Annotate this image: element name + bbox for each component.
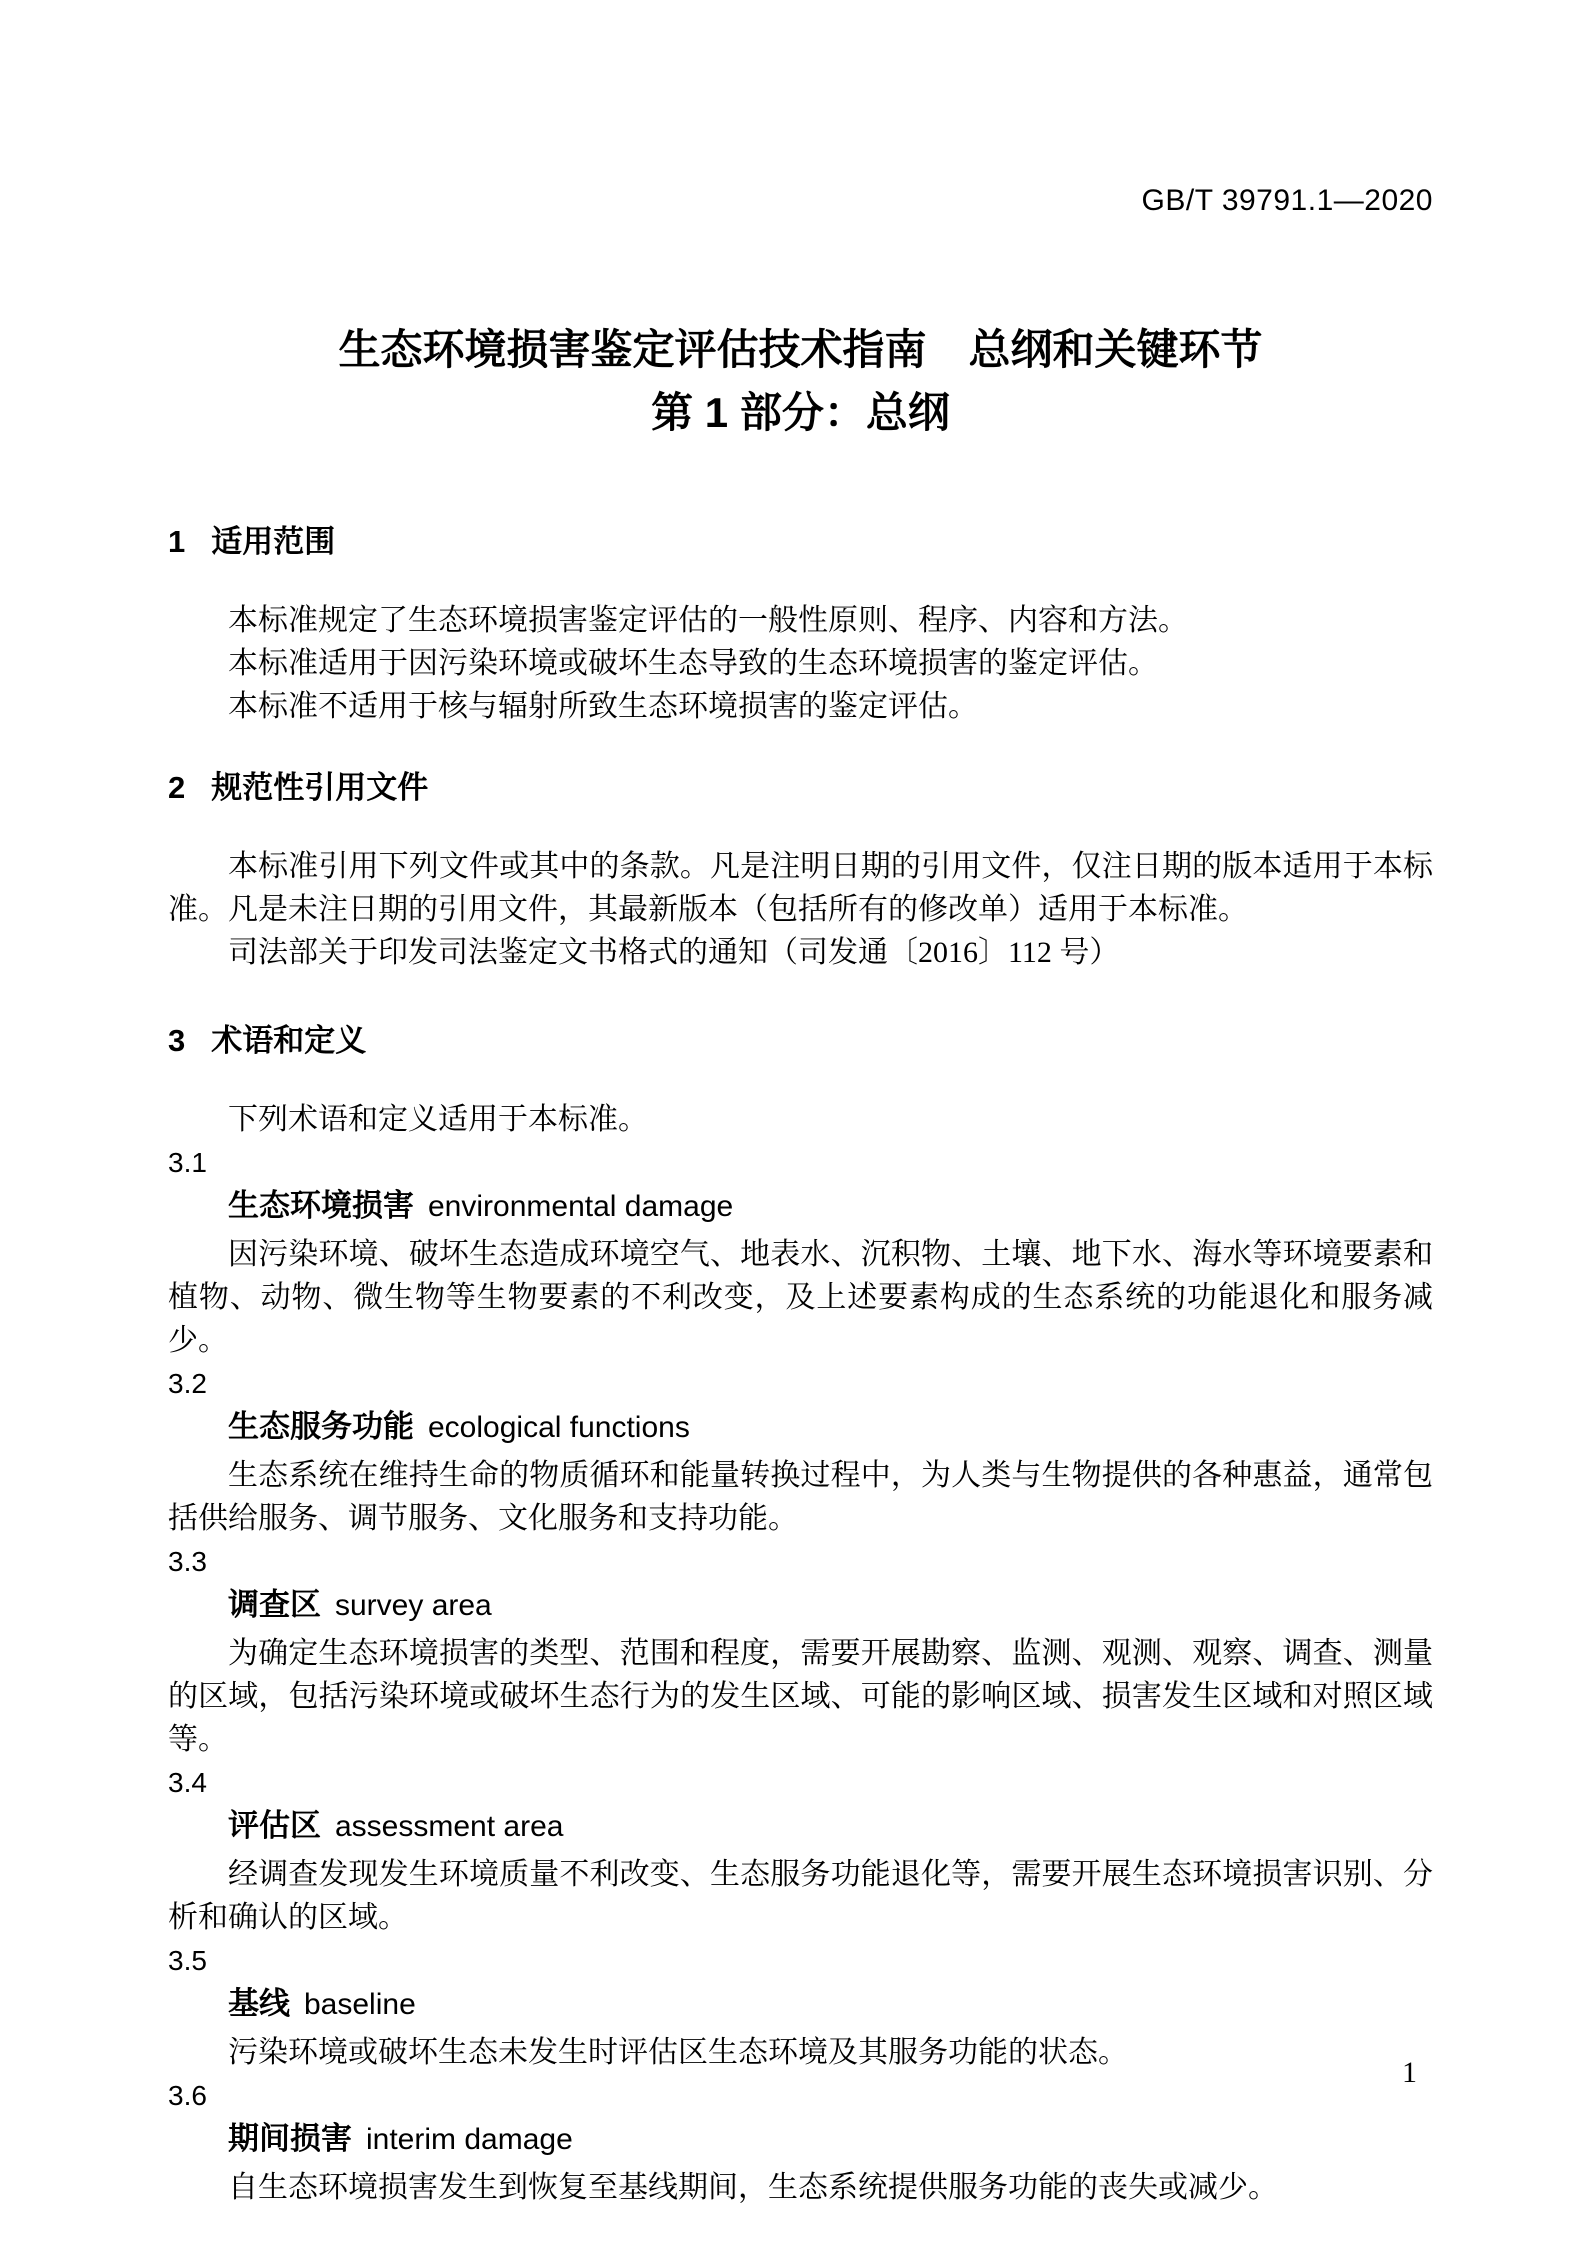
term-number: 3.4 xyxy=(168,1767,207,1798)
term-3-6 xyxy=(168,2074,1433,2209)
term-name-en: survey area xyxy=(335,1589,492,1622)
term-name-zh: 生态环境损害 xyxy=(228,1188,414,1223)
term-name-zh: 期间损害 xyxy=(228,2121,352,2156)
term-definition: 污染环境或破坏生态未发生时评估区生态环境及其服务功能的状态。 xyxy=(228,2036,1128,2069)
section-body-normative-references xyxy=(168,845,1433,974)
section-number: 2 xyxy=(168,770,186,805)
term-definition: 因污染环境、破坏生态造成环境空气、地表水、沉积物、土壤、地下水、海水等环境要素和植物、动物、微生物等生物要素的不利改变，及上述要素构成的生态系统的功能退化和服务减少。 xyxy=(168,1238,1433,1357)
term-name-zh: 调查区 xyxy=(228,1587,321,1622)
terms-intro: 下列术语和定义适用于本标准。 xyxy=(228,1103,648,1136)
term-title xyxy=(168,1804,1433,1853)
term-3-1 xyxy=(168,1141,1433,1362)
section-heading-text: 适用范围 xyxy=(211,524,336,559)
term-number: 3.2 xyxy=(168,1368,207,1399)
term-number: 3.5 xyxy=(168,1945,207,1976)
document-title-line1: 生态环境损害鉴定评估技术指南 总纲和关键环节 xyxy=(338,326,1263,373)
term-title xyxy=(168,1982,1433,2031)
term-definition: 自生态环境损害发生到恢复至基线期间，生态系统提供服务功能的丧失或减少。 xyxy=(228,2171,1278,2204)
term-name-en: ecological functions xyxy=(428,1411,690,1444)
section-heading-normative-references xyxy=(168,766,1433,810)
term-title xyxy=(168,2117,1433,2166)
paragraph: 本标准引用下列文件或其中的条款。凡是注明日期的引用文件，仅注日期的版本适用于本标准。凡是未注日期的引用文件，其最新版本（包括所有的修改单）适用于本标准。 xyxy=(168,850,1433,926)
term-name-en: assessment area xyxy=(335,1810,564,1843)
term-title xyxy=(168,1583,1433,1632)
term-number: 3.6 xyxy=(168,2080,207,2111)
term-name-en: environmental damage xyxy=(428,1190,734,1223)
section-heading-scope xyxy=(168,520,1433,564)
section-body-terms-definitions xyxy=(168,1098,1433,2209)
term-number: 3.1 xyxy=(168,1147,207,1178)
term-3-4 xyxy=(168,1761,1433,1939)
term-title xyxy=(168,1184,1433,1233)
term-definition: 生态系统在维持生命的物质循环和能量转换过程中，为人类与生物提供的各种惠益，通常包括供给服务、调节服务、文化服务和支持功能。 xyxy=(168,1459,1433,1535)
section-number: 1 xyxy=(168,524,186,559)
section-heading-terms-definitions xyxy=(168,1019,1433,1063)
term-name-en: interim damage xyxy=(366,2123,573,2156)
standard-number: GB/T 39791.1—2020 xyxy=(1141,184,1433,217)
section-heading-text: 术语和定义 xyxy=(211,1023,367,1058)
term-name-en: baseline xyxy=(304,1988,416,2021)
term-name-zh: 生态服务功能 xyxy=(228,1409,414,1444)
term-definition: 为确定生态环境损害的类型、范围和程度，需要开展勘察、监测、观测、观察、调查、测量的区域，包括污染环境或破坏生态行为的发生区域、可能的影响区域、损害发生区域和对照区域等。 xyxy=(168,1637,1433,1756)
section-body-scope xyxy=(168,599,1433,728)
term-3-3 xyxy=(168,1540,1433,1761)
document-title-line2: 第 1 部分：总纲 xyxy=(651,389,950,436)
page-number: 1 xyxy=(1402,2056,1417,2089)
term-3-2 xyxy=(168,1362,1433,1540)
term-3-5 xyxy=(168,1939,1433,2074)
document-title xyxy=(168,318,1433,444)
term-number: 3.3 xyxy=(168,1546,207,1577)
paragraph: 本标准不适用于核与辐射所致生态环境损害的鉴定评估。 xyxy=(228,690,978,723)
referenced-document: 司法部关于印发司法鉴定文书格式的通知（司发通〔2016〕112 号） xyxy=(228,936,1120,969)
section-heading-text: 规范性引用文件 xyxy=(211,770,429,805)
paragraph: 本标准适用于因污染环境或破坏生态导致的生态环境损害的鉴定评估。 xyxy=(228,647,1158,680)
paragraph: 本标准规定了生态环境损害鉴定评估的一般性原则、程序、内容和方法。 xyxy=(228,604,1188,637)
term-name-zh: 基线 xyxy=(228,1986,290,2021)
section-number: 3 xyxy=(168,1023,186,1058)
term-title xyxy=(168,1405,1433,1454)
term-definition: 经调查发现发生环境质量不利改变、生态服务功能退化等，需要开展生态环境损害识别、分析和确认的区域。 xyxy=(168,1858,1433,1934)
term-name-zh: 评估区 xyxy=(228,1808,321,1843)
